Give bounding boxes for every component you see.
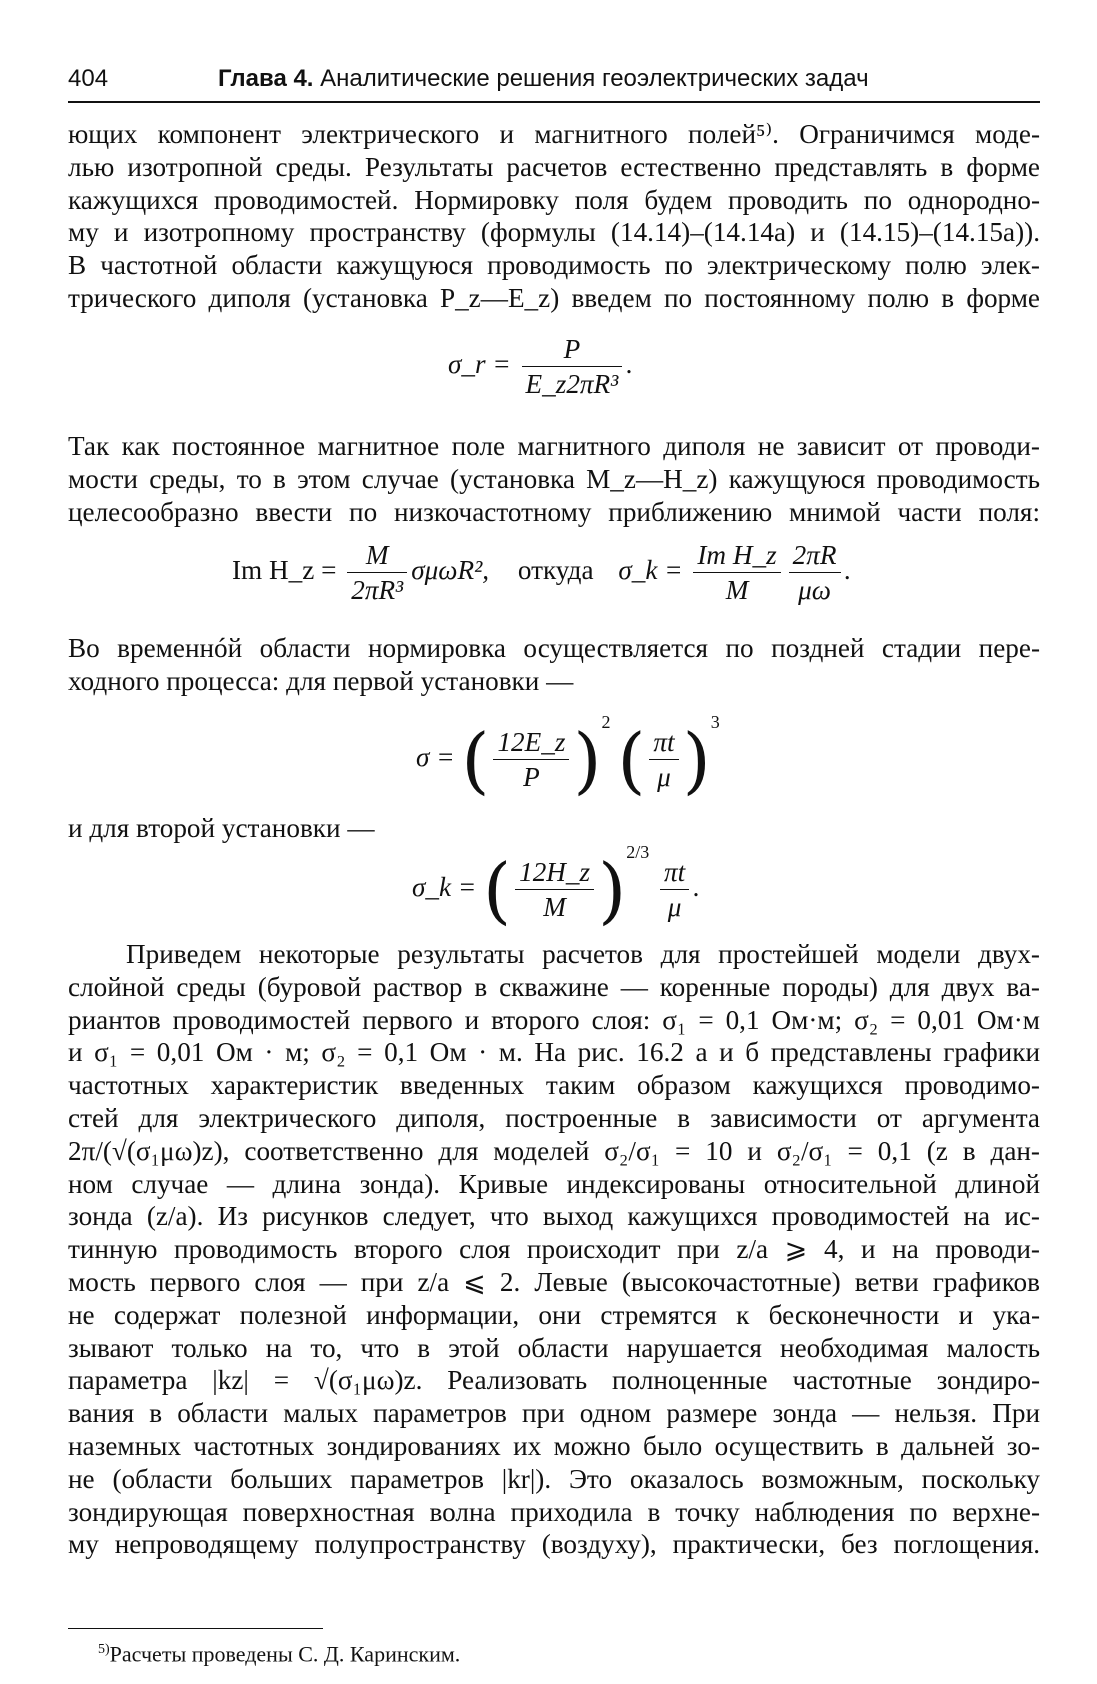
text-line: зондирующая поверхностная волна приходила в точку наблюдения по верхне- [68,1496,1040,1527]
text-line: тинную проводимость второго слоя происходит при z/a ⩾ 4, и на проводи- [68,1234,1040,1265]
formula-lhs: σ_k = [412,872,477,902]
text-line: Так как постоянное магнитное поле магнитного диполя не зависит от проводи- [68,431,1040,461]
text-line: му и изотропному пространству (формулы (14.14)–(14.14a) и (14.15)–(14.15a)). [68,217,1040,248]
paren-right: ) [598,847,627,932]
numerator: Im H_z [693,538,780,573]
paren-left: ( [483,847,512,932]
denominator: E_z2πR³ [525,369,619,399]
numerator: 12H_z [515,855,594,890]
text-line: риантов проводимостей первого и второго слоя: σ₁ = 0,1 Ом·м; σ₂ = 0,01 Ом·м [68,1004,1040,1035]
denominator: μ [657,762,671,793]
text-line: слойной среды (буровой раствор в скважине — коренные породы) для двух ва- [68,971,1040,1002]
text-line: зонда (z/a). Из рисунков следует, что выход кажущихся проводимостей на ис- [68,1201,1040,1232]
footnote-mark: 5) [98,1642,110,1657]
text-line: стей для электрического диполя, построенные в зависимости от аргумента [68,1102,1040,1133]
paragraph-1 [68,118,1040,315]
text-line: 2π/(√(σ₁μω)z), соответственно для моделей σ₂/σ₁ = 10 и σ₂/σ₁ = 0,1 (z в дан- [68,1135,1040,1166]
fraction [522,332,623,401]
fraction [693,538,780,607]
exponent: 3 [710,712,720,732]
formula-lhs-2: σ_k = [618,554,683,585]
paren-left: ( [461,717,490,802]
footnote [98,1636,460,1668]
text-line: целесообразно ввести по низкочастотному приближению мнимой части поля: [68,496,1040,527]
formula-im-hz [232,538,851,607]
header-rule [68,101,1040,103]
text-line: вания в области малых параметров при одном размере зонда — нельзя. При [68,1398,1040,1429]
text-line: параметра |kz| = √(σ₁μω)z. Реализовать полноценные частотные зондиро- [68,1365,1040,1396]
denominator: μ [667,892,682,923]
text-line: Во временнóй области нормировка осуществляется по поздней стадии пере- [68,633,1040,663]
footnote-text: Расчеты проведены С. Д. Каринским. [109,1641,461,1667]
text-line: Приведем некоторые результаты расчетов для простейшей модели двух- [126,939,1040,969]
fraction [347,538,407,607]
footnote-rule [68,1628,323,1629]
fraction [660,855,689,924]
text-line: кажущихся проводимостей. Нормировку поля будем проводить по однородно- [68,184,1040,215]
exponent: 2/3 [626,842,650,862]
text-line: ном случае — длина зонда). Кривые индексированы относительной длиной [68,1168,1040,1199]
numerator: 2πR [789,538,841,573]
running-title [218,60,869,98]
paragraph-4 [68,812,1040,845]
paragraph-2 [68,430,1040,528]
paren-right: ) [682,717,711,802]
numerator: πt [660,855,689,890]
exponent: 2 [601,712,611,732]
formula-lhs: Im H_z = [232,554,337,585]
page-number: 404 [68,65,109,92]
text-line: не содержат полезной информации, они стремятся к бесконечности и ука- [68,1299,1040,1330]
text-line: и σ₁ = 0,01 Ом · м; σ₂ = 0,1 Ом · м. На рис. 16.2 а и б представлены графики [68,1037,1040,1068]
text-line: В частотной области кажущуюся проводимость по электрическому полю элек- [68,250,1040,281]
text-line: ходного процесса: для первой установки — [68,665,574,696]
formula-lhs: σ_r = [448,348,511,379]
text-line: частотных характеристик введенных таким образом кажущихся проводимо- [68,1070,1040,1101]
denominator: 2πR³ [351,575,404,605]
paragraph-3 [68,632,1040,698]
numerator: P [522,332,623,367]
chapter-title: Аналитические решения геоэлектрических задач [320,65,869,92]
formula-sigma-r [448,332,633,401]
formula-tail: σμωR², [411,554,490,585]
formula-word: откуда [517,554,594,585]
text-line: трического диполя (установка P_z—E_z) введем по постоянному полю в форме [68,282,1040,313]
formula-sigma-time [416,712,720,802]
numerator: 12E_z [493,725,569,760]
text-line: наземных частотных зондированиях их можно было осуществить в дальней зо- [68,1430,1040,1461]
formula-end: . [693,872,700,902]
fraction [493,725,569,794]
denominator: P [523,762,540,793]
text-line: мости среды, то в этом случае (установка M_z—H_z) кажущуюся проводимость [68,463,1040,494]
numerator: πt [649,725,678,760]
paragraph-5 [68,938,1040,1561]
paren-right: ) [573,717,602,802]
formula-sigma-k-time [412,842,700,932]
text-line: му непроводящему полупространству (воздуху), практически, без поглощения. [68,1529,1040,1560]
paren-left: ( [617,717,646,802]
text-line: ющих компонент электрического и магнитного полей⁵⁾. Ограничимся моде- [68,119,1040,149]
text-line: не (области больших параметров |kr|). Это оказалось возможным, поскольку [68,1463,1040,1494]
fraction [789,538,841,607]
denominator: M [543,892,566,923]
numerator: M [347,538,407,573]
fraction [649,725,678,794]
fraction [515,855,594,924]
formula-end: . [844,554,852,585]
denominator: M [725,575,749,605]
text-line: и для второй установки — [68,813,375,843]
chapter-label: Глава 4. [218,65,314,92]
denominator: μω [798,575,831,605]
text-line: мость первого слоя — при z/a ⩽ 2. Левые (высокочастотные) ветви графиков [68,1266,1040,1297]
text-line: лью изотропной среды. Результаты расчетов естественно представлять в форме [68,151,1040,182]
text-line: зывают только на то, что в этой области нарушается необходимая малость [68,1332,1040,1363]
page-header [68,60,1038,98]
formula-lhs: σ = [416,742,455,772]
formula-end: . [626,348,634,379]
